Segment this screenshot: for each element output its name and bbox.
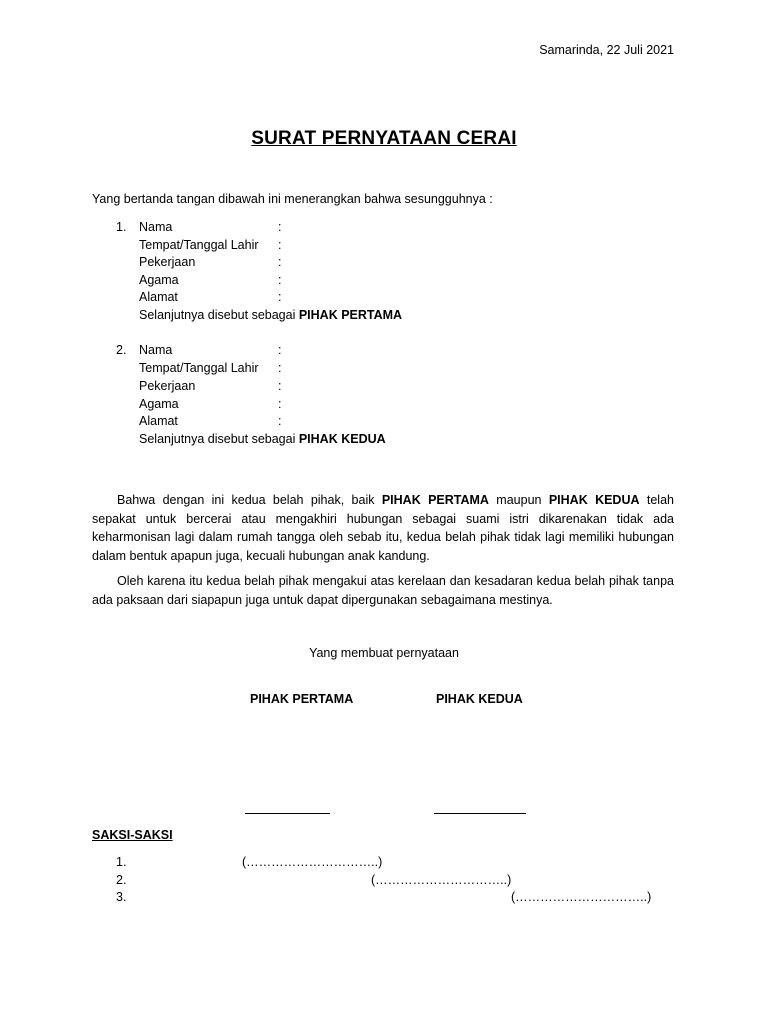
field-colon: : — [278, 220, 282, 234]
party-number: 2. — [116, 343, 127, 357]
field-label: Tempat/Tanggal Lahir — [139, 237, 259, 252]
field-label: Agama — [139, 272, 179, 287]
body-party-1: PIHAK PERTAMA — [381, 493, 489, 507]
place-date: Samarinda, 22 Juli 2021 — [539, 43, 674, 57]
field-label: Alamat — [139, 290, 178, 304]
signature-line-party-1 — [245, 813, 330, 814]
signature-party-2-label: PIHAK KEDUA — [436, 692, 523, 706]
field-colon: : — [278, 255, 282, 269]
witness-number: 2. — [116, 873, 127, 887]
field-label: Nama — [139, 343, 173, 357]
witness-signature-blank: (…………………………..) — [371, 873, 512, 887]
field-label: Nama — [139, 220, 173, 234]
document-title: SURAT PERNYATAAN CERAI — [251, 128, 517, 149]
field-label: Pekerjaan — [139, 379, 196, 393]
field-colon: : — [278, 272, 282, 287]
witnesses-heading: SAKSI-SAKSI — [92, 828, 173, 842]
witness-signature-blank: (…………………………..) — [511, 890, 652, 904]
designation-name: PIHAK PERTAMA — [298, 307, 403, 322]
designation-name: PIHAK KEDUA — [298, 431, 386, 446]
field-label: Tempat/Tanggal Lahir — [139, 361, 259, 375]
field-label: Pekerjaan — [139, 255, 196, 269]
field-label: Alamat — [139, 414, 178, 428]
signature-heading: Yang membuat pernyataan — [309, 646, 459, 660]
field-colon: : — [278, 379, 282, 393]
party-designation — [139, 308, 402, 323]
intro-text: Yang bertanda tangan dibawah ini menerangkan bahwa sesungguhnya : — [92, 192, 493, 206]
body-paragraph-2: Oleh karena itu kedua belah pihak mengakui atas kerelaan dan kesadaran kedua belah pihak tanpa ada paksaan dari siapapun juga untuk dapat dipergunakan sebagaimana mestinya. — [92, 574, 674, 607]
field-colon: : — [278, 237, 282, 252]
field-label: Agama — [139, 396, 179, 411]
signature-line-party-2 — [434, 813, 526, 814]
designation-prefix: Selanjutnya disebut sebagai — [139, 431, 299, 446]
body-text: maupun — [488, 493, 549, 507]
witness-number: 1. — [116, 855, 127, 869]
field-colon: : — [278, 290, 282, 304]
witness-number: 3. — [116, 890, 127, 904]
witness-signature-blank: (…………………………..) — [242, 855, 383, 869]
body-text: Bahwa dengan ini kedua belah pihak, baik — [117, 493, 382, 507]
designation-prefix: Selanjutnya disebut sebagai — [139, 307, 299, 322]
body-paragraph-1 — [92, 491, 674, 565]
party-number: 1. — [116, 220, 127, 234]
body-text: telah sepakat untuk bercerai atau mengakhiri hubungan sebagai suami istri dikarenakan tidak ada keharmonisan lagi dalam rumah tangga oleh sebab itu, kedua belah pihak tidak lagi memiliki hubungan dalam bentuk apapun juga, kecuali hubungan anak kandung. — [92, 493, 674, 563]
signature-party-1-label: PIHAK PERTAMA — [250, 692, 354, 706]
field-colon: : — [278, 414, 282, 428]
body-party-2: PIHAK KEDUA — [548, 493, 640, 507]
party-designation — [139, 432, 386, 447]
field-colon: : — [278, 396, 282, 411]
field-colon: : — [278, 361, 282, 375]
field-colon: : — [278, 343, 282, 357]
